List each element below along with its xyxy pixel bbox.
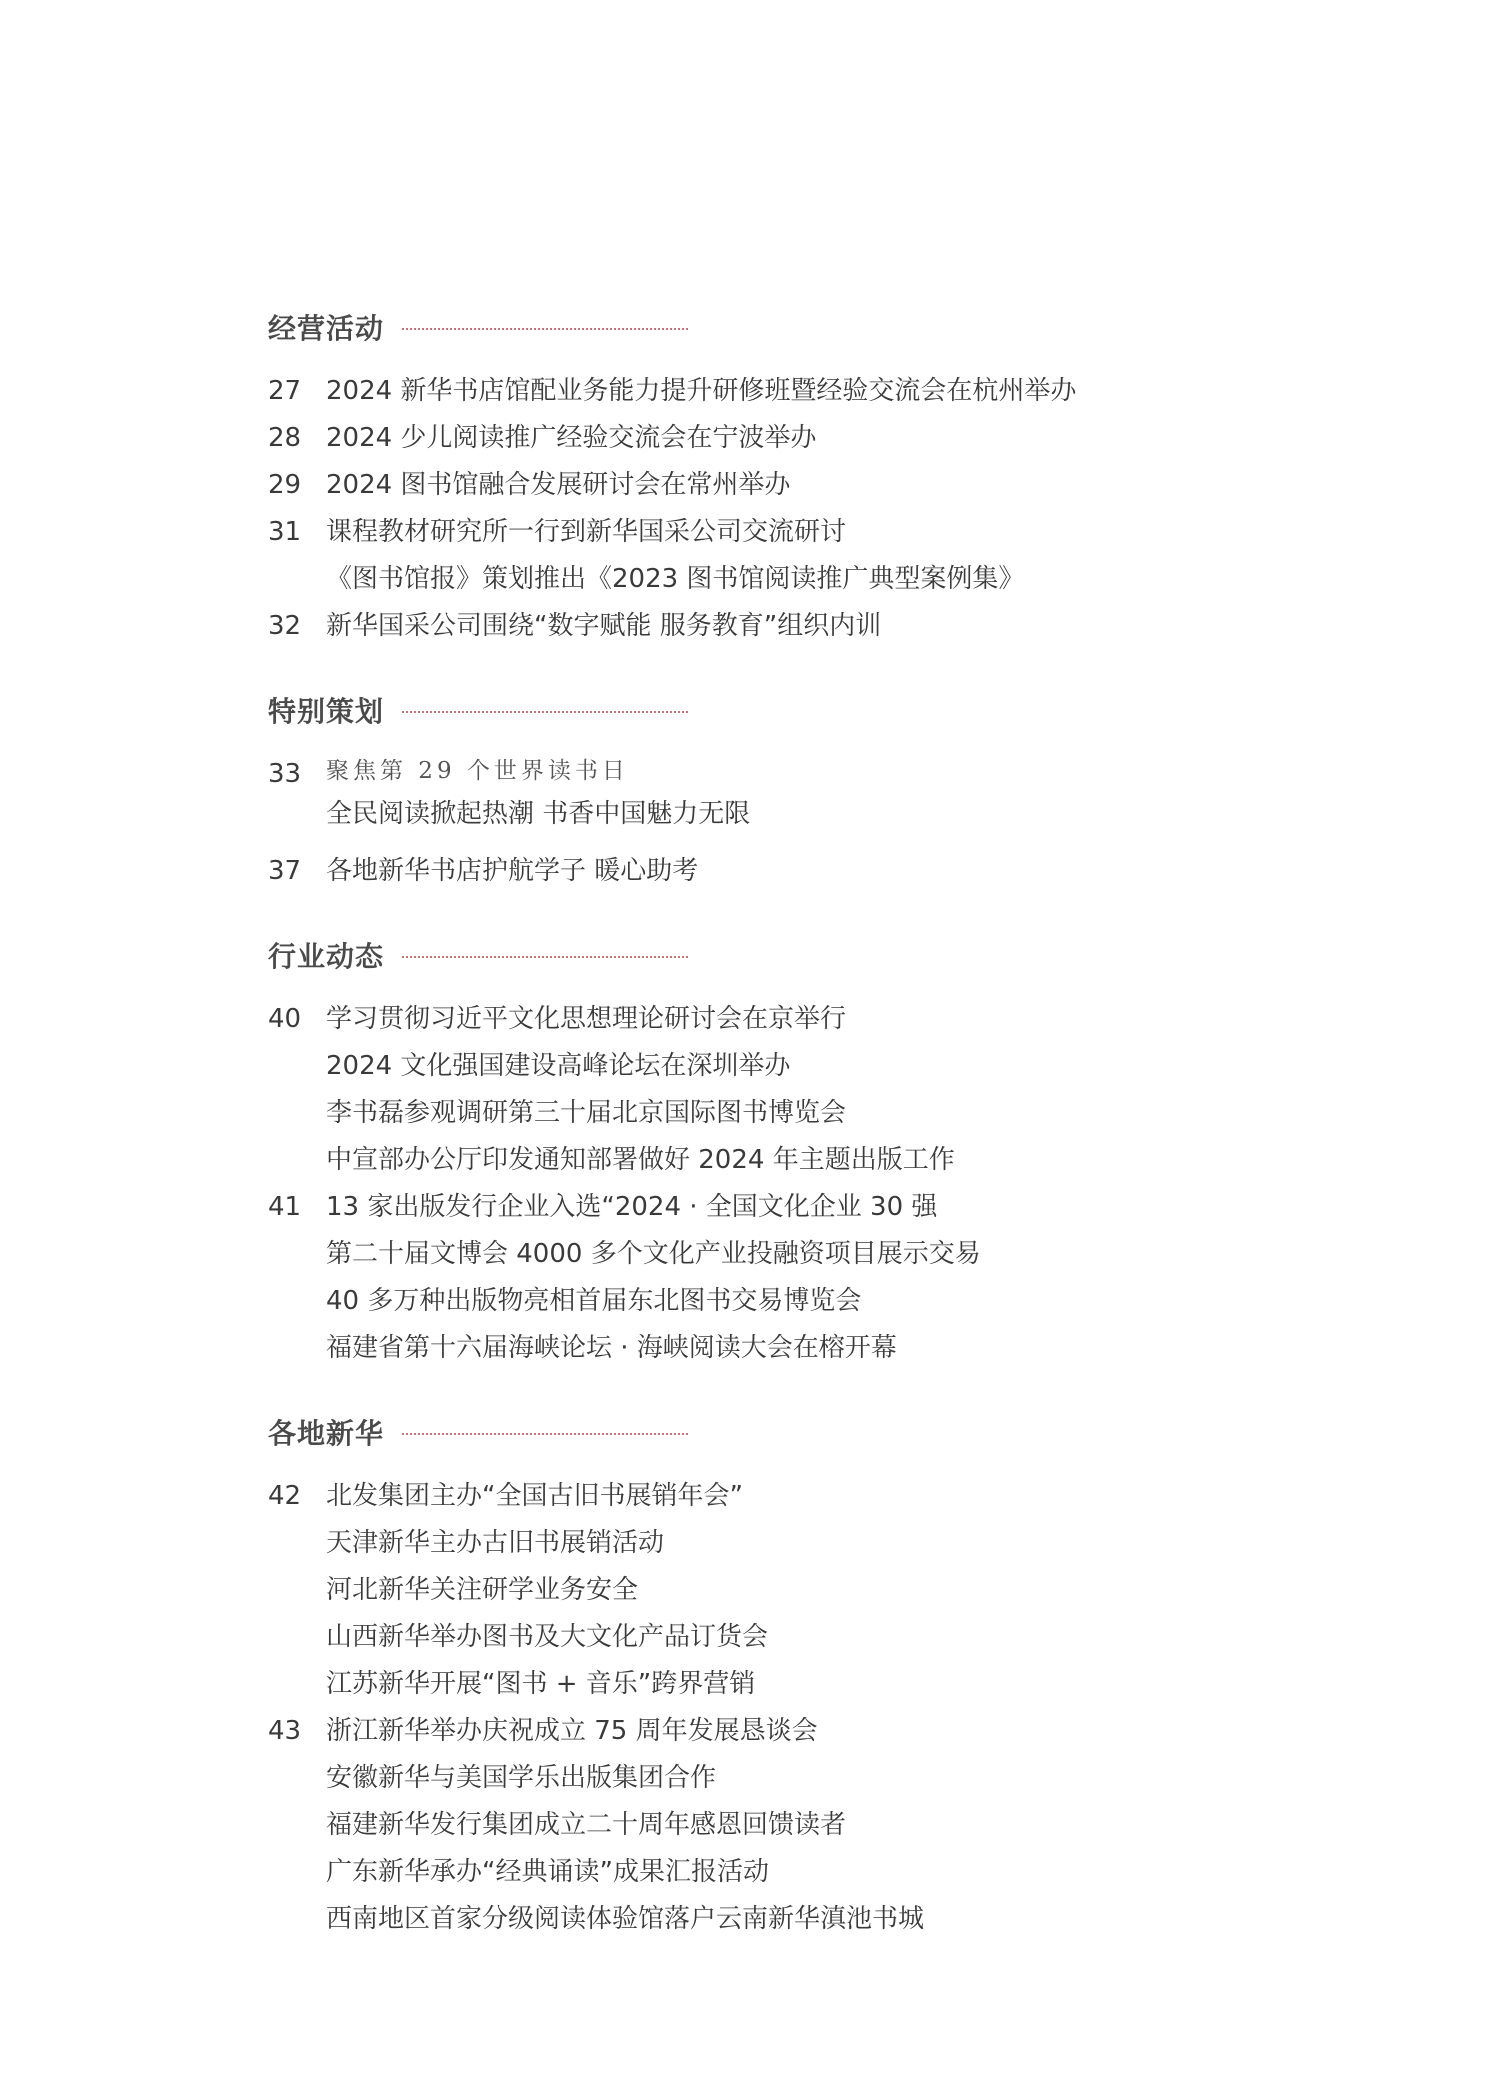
section-header [268,920,1268,990]
entry-title[interactable]: 学习贯彻习近平文化思想理论研讨会在京举行 [326,1004,847,1034]
entry-title[interactable]: 2024 少儿阅读推广经验交流会在宁波举办 [326,423,817,453]
entry-title[interactable]: 天津新华主办古旧书展销活动 [326,1528,665,1558]
entry-title[interactable]: 广东新华承办“经典诵读”成果汇报活动 [326,1857,769,1887]
entry-titles [326,462,1268,509]
entry-title[interactable]: 中宣部办公厅印发通知部署做好 2024 年主题出版工作 [326,1145,955,1175]
entry-page-number: 28 [268,423,302,453]
toc-section [268,1397,1268,1943]
toc-entry[interactable] [268,1473,1268,1708]
entry-page-number: 31 [268,517,302,547]
toc-entry[interactable] [268,996,1268,1184]
entry-titles [326,415,1268,462]
entry-title[interactable]: 福建新华发行集团成立二十周年感恩回馈读者 [326,1810,847,1840]
entry-page-number: 32 [268,611,302,641]
entry-titles [326,1184,1268,1372]
entry-title[interactable]: 2024 新华书店馆配业务能力提升研修班暨经验交流会在杭州举办 [326,376,1077,406]
section-divider-rule [402,956,688,958]
entry-page-number: 27 [268,376,302,406]
entry-title[interactable]: 山西新华举办图书及大文化产品订货会 [326,1622,769,1652]
entry-title[interactable]: 40 多万种出版物亮相首届东北图书交易博览会 [326,1286,862,1316]
entry-page-number: 42 [268,1481,302,1511]
section-title: 各地新华 [268,1417,385,1450]
toc-entry[interactable] [268,751,1268,838]
section-header [268,292,1268,362]
toc-section [268,292,1268,650]
entry-title[interactable]: 江苏新华开展“图书 + 音乐”跨界营销 [326,1669,756,1699]
toc-entry[interactable] [268,368,1268,415]
toc-entry[interactable] [268,848,1268,895]
toc-section [268,675,1268,895]
section-divider-rule [402,711,688,713]
entry-title[interactable]: 福建省第十六届海峡论坛 · 海峡阅读大会在榕开幕 [326,1333,897,1363]
entry-title[interactable]: 全民阅读掀起热潮 书香中国魅力无限 [326,799,751,829]
entry-title[interactable]: 西南地区首家分级阅读体验馆落户云南新华滇池书城 [326,1904,925,1934]
entry-page-number: 29 [268,470,302,500]
entry-page-number: 41 [268,1192,302,1222]
entry-title[interactable]: 13 家出版发行企业入选“2024 · 全国文化企业 30 强 [326,1192,938,1222]
entry-titles [326,1708,1268,1943]
entry-title[interactable]: 各地新华书店护航学子 暖心助考 [326,856,699,886]
toc-entry[interactable] [268,415,1268,462]
entry-titles [326,603,1268,650]
entry-title[interactable]: 《图书馆报》策划推出《2023 图书馆阅读推广典型案例集》 [326,564,1025,594]
section-title: 经营活动 [268,312,385,345]
entry-title[interactable]: 北发集团主办“全国古旧书展销年会” [326,1481,743,1511]
entry-title[interactable]: 安徽新华与美国学乐出版集团合作 [326,1763,717,1793]
entry-title[interactable]: 第二十届文博会 4000 多个文化产业投融资项目展示交易 [326,1239,981,1269]
entry-titles [326,1473,1268,1708]
section-title: 特别策划 [268,695,385,728]
entry-title[interactable]: 浙江新华举办庆祝成立 75 周年发展恳谈会 [326,1716,818,1746]
entry-titles [326,996,1268,1184]
section-divider-rule [402,1433,688,1435]
section-header [268,675,1268,745]
entry-title[interactable]: 2024 图书馆融合发展研讨会在常州举办 [326,470,791,500]
entry-titles [326,368,1268,415]
entry-overline: 聚焦第 29 个世界读书日 [326,758,629,784]
toc-entry[interactable] [268,462,1268,509]
section-divider-rule [402,328,688,330]
entry-titles [326,751,1268,838]
entry-page-number: 43 [268,1716,302,1746]
toc-section [268,920,1268,1372]
entry-title[interactable]: 课程教材研究所一行到新华国采公司交流研讨 [326,517,847,547]
section-title: 行业动态 [268,940,385,973]
toc-entry[interactable] [268,1184,1268,1372]
section-header [268,1397,1268,1467]
toc-entry[interactable] [268,1708,1268,1943]
toc-entry[interactable] [268,603,1268,650]
entry-titles [326,848,1268,895]
entry-title[interactable]: 新华国采公司围绕“数字赋能 服务教育”组织内训 [326,611,882,641]
toc-entry[interactable] [268,509,1268,603]
entry-title[interactable]: 2024 文化强国建设高峰论坛在深圳举办 [326,1051,791,1081]
entry-titles [326,509,1268,603]
entry-page-number: 33 [268,759,302,789]
entry-title[interactable]: 河北新华关注研学业务安全 [326,1575,639,1605]
entry-page-number: 37 [268,856,302,886]
table-of-contents [268,292,1268,1968]
entry-page-number: 40 [268,1004,302,1034]
entry-title[interactable]: 李书磊参观调研第三十届北京国际图书博览会 [326,1098,847,1128]
